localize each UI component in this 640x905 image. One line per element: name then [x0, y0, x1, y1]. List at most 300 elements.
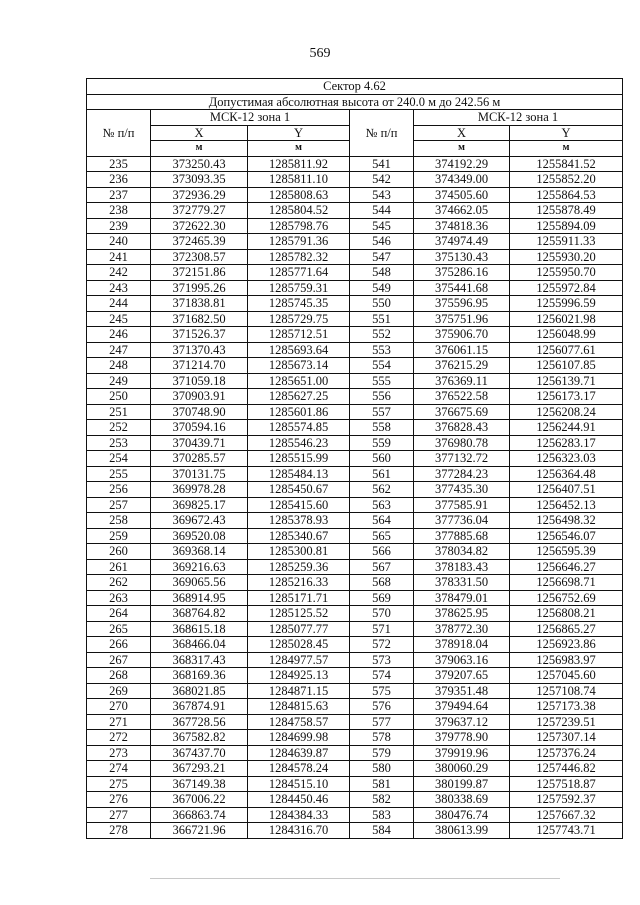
y-left: 1284758.57	[248, 714, 350, 730]
table-title: Сектор 4.62	[87, 79, 623, 95]
row-number-right: 555	[350, 373, 414, 389]
x-right: 379063.16	[414, 652, 510, 668]
row-number-right: 576	[350, 699, 414, 715]
x-left: 370748.90	[151, 404, 248, 420]
y-left: 1284925.13	[248, 668, 350, 684]
x-right: 376369.11	[414, 373, 510, 389]
y-right: 1255894.09	[510, 218, 623, 234]
row-number-right: 547	[350, 249, 414, 265]
y-left: 1285259.36	[248, 559, 350, 575]
x-right: 375130.43	[414, 249, 510, 265]
y-left: 1284316.70	[248, 823, 350, 839]
y-right: 1255930.20	[510, 249, 623, 265]
y-header-right: Y	[510, 125, 623, 141]
y-left: 1285759.31	[248, 280, 350, 296]
row-number-left: 269	[87, 683, 151, 699]
table-row	[87, 389, 623, 405]
x-left: 371682.50	[151, 311, 248, 327]
x-left: 368021.85	[151, 683, 248, 699]
table-row	[87, 234, 623, 250]
row-number-right: 573	[350, 652, 414, 668]
x-left: 369065.56	[151, 575, 248, 591]
y-right: 1256923.86	[510, 637, 623, 653]
row-number-left: 239	[87, 218, 151, 234]
row-number-right: 577	[350, 714, 414, 730]
x-right: 380199.87	[414, 776, 510, 792]
x-right: 374662.05	[414, 203, 510, 219]
x-right: 375286.16	[414, 265, 510, 281]
y-left: 1285450.67	[248, 482, 350, 498]
x-left: 371526.37	[151, 327, 248, 343]
row-number-left: 266	[87, 637, 151, 653]
x-left: 370903.91	[151, 389, 248, 405]
table-row	[87, 435, 623, 451]
y-left: 1285171.71	[248, 590, 350, 606]
x-header-right: X	[414, 125, 510, 141]
x-right: 375441.68	[414, 280, 510, 296]
table-row	[87, 358, 623, 374]
x-right: 377284.23	[414, 466, 510, 482]
row-number-left: 270	[87, 699, 151, 715]
row-number-left: 254	[87, 451, 151, 467]
x-left: 366863.74	[151, 807, 248, 823]
y-left: 1285673.14	[248, 358, 350, 374]
row-number-left: 273	[87, 745, 151, 761]
row-number-right: 584	[350, 823, 414, 839]
y-left: 1285484.13	[248, 466, 350, 482]
y-left: 1285651.00	[248, 373, 350, 389]
y-right: 1256983.97	[510, 652, 623, 668]
y-left: 1285378.93	[248, 513, 350, 529]
row-number-left: 263	[87, 590, 151, 606]
y-left: 1284450.46	[248, 792, 350, 808]
y-left: 1284515.10	[248, 776, 350, 792]
table-row	[87, 311, 623, 327]
x-right: 378183.43	[414, 559, 510, 575]
y-left: 1285798.76	[248, 218, 350, 234]
row-number-left: 238	[87, 203, 151, 219]
table-row	[87, 172, 623, 188]
table-row	[87, 373, 623, 389]
row-number-right: 553	[350, 342, 414, 358]
row-number-left: 249	[87, 373, 151, 389]
x-left: 367728.56	[151, 714, 248, 730]
unit-x-right: м	[414, 141, 510, 157]
row-number-left: 261	[87, 559, 151, 575]
row-number-left: 235	[87, 156, 151, 172]
x-right: 377885.68	[414, 528, 510, 544]
y-left: 1285574.85	[248, 420, 350, 436]
x-right: 377435.30	[414, 482, 510, 498]
y-right: 1256498.32	[510, 513, 623, 529]
x-right: 378331.50	[414, 575, 510, 591]
y-right: 1255878.49	[510, 203, 623, 219]
x-right: 379919.96	[414, 745, 510, 761]
table-subtitle: Допустимая абсолютная высота от 240.0 м до 242.56 м	[87, 94, 623, 110]
y-right: 1257592.37	[510, 792, 623, 808]
row-number-left: 248	[87, 358, 151, 374]
row-number-right: 570	[350, 606, 414, 622]
row-number-left: 260	[87, 544, 151, 560]
table-row	[87, 296, 623, 312]
y-right: 1256323.03	[510, 451, 623, 467]
x-left: 372151.86	[151, 265, 248, 281]
x-left: 369978.28	[151, 482, 248, 498]
y-left: 1285804.52	[248, 203, 350, 219]
y-left: 1284871.15	[248, 683, 350, 699]
x-right: 377736.04	[414, 513, 510, 529]
y-left: 1284639.87	[248, 745, 350, 761]
row-number-right: 569	[350, 590, 414, 606]
row-number-right: 566	[350, 544, 414, 560]
row-number-right: 559	[350, 435, 414, 451]
table-row	[87, 342, 623, 358]
x-right: 374349.00	[414, 172, 510, 188]
row-number-left: 241	[87, 249, 151, 265]
table-row	[87, 203, 623, 219]
row-number-left: 258	[87, 513, 151, 529]
x-left: 369368.14	[151, 544, 248, 560]
row-number-right: 551	[350, 311, 414, 327]
row-number-left: 274	[87, 761, 151, 777]
y-left: 1285729.75	[248, 311, 350, 327]
row-number-right: 567	[350, 559, 414, 575]
x-left: 367293.21	[151, 761, 248, 777]
x-left: 370131.75	[151, 466, 248, 482]
x-left: 372779.27	[151, 203, 248, 219]
x-left: 372936.29	[151, 187, 248, 203]
page-divider	[150, 878, 560, 879]
x-right: 374818.36	[414, 218, 510, 234]
y-right: 1257518.87	[510, 776, 623, 792]
x-left: 372465.39	[151, 234, 248, 250]
y-right: 1256208.24	[510, 404, 623, 420]
table-row	[87, 420, 623, 436]
y-left: 1285712.51	[248, 327, 350, 343]
row-number-left: 252	[87, 420, 151, 436]
row-number-right: 571	[350, 621, 414, 637]
x-right: 374505.60	[414, 187, 510, 203]
x-left: 366721.96	[151, 823, 248, 839]
x-right: 380613.99	[414, 823, 510, 839]
y-right: 1255841.52	[510, 156, 623, 172]
x-left: 369825.17	[151, 497, 248, 513]
x-header-left: X	[151, 125, 248, 141]
y-left: 1285077.77	[248, 621, 350, 637]
y-left: 1285745.35	[248, 296, 350, 312]
y-left: 1285811.10	[248, 172, 350, 188]
table-row	[87, 621, 623, 637]
table-row	[87, 482, 623, 498]
y-right: 1257045.60	[510, 668, 623, 684]
row-number-left: 278	[87, 823, 151, 839]
x-right: 379778.90	[414, 730, 510, 746]
coordinate-system-left: МСК-12 зона 1	[151, 110, 350, 126]
y-right: 1256546.07	[510, 528, 623, 544]
row-number-left: 253	[87, 435, 151, 451]
table-row	[87, 528, 623, 544]
y-right: 1257108.74	[510, 683, 623, 699]
row-number-left: 244	[87, 296, 151, 312]
row-number-right: 563	[350, 497, 414, 513]
x-right: 376522.58	[414, 389, 510, 405]
y-right: 1257743.71	[510, 823, 623, 839]
x-left: 371995.26	[151, 280, 248, 296]
y-right: 1255852.20	[510, 172, 623, 188]
x-left: 368169.36	[151, 668, 248, 684]
row-number-right: 544	[350, 203, 414, 219]
row-number-right: 557	[350, 404, 414, 420]
y-right: 1255950.70	[510, 265, 623, 281]
x-right: 378625.95	[414, 606, 510, 622]
y-right: 1256698.71	[510, 575, 623, 591]
row-number-right: 542	[350, 172, 414, 188]
table-row	[87, 559, 623, 575]
y-left: 1284977.57	[248, 652, 350, 668]
row-number-right: 543	[350, 187, 414, 203]
table-row	[87, 451, 623, 467]
table-row	[87, 575, 623, 591]
x-left: 368466.04	[151, 637, 248, 653]
y-left: 1285546.23	[248, 435, 350, 451]
x-left: 367006.22	[151, 792, 248, 808]
row-number-right: 574	[350, 668, 414, 684]
row-number-left: 257	[87, 497, 151, 513]
coordinates-table	[86, 78, 623, 839]
x-right: 379494.64	[414, 699, 510, 715]
y-left: 1285791.36	[248, 234, 350, 250]
row-number-right: 578	[350, 730, 414, 746]
y-right: 1255911.33	[510, 234, 623, 250]
x-right: 380476.74	[414, 807, 510, 823]
unit-y-right: м	[510, 141, 623, 157]
x-left: 371370.43	[151, 342, 248, 358]
row-number-right: 564	[350, 513, 414, 529]
y-left: 1285782.32	[248, 249, 350, 265]
table-row	[87, 668, 623, 684]
row-number-left: 271	[87, 714, 151, 730]
table-row	[87, 761, 623, 777]
y-right: 1257173.38	[510, 699, 623, 715]
y-right: 1255996.59	[510, 296, 623, 312]
y-left: 1285771.64	[248, 265, 350, 281]
y-right: 1256407.51	[510, 482, 623, 498]
x-right: 376061.15	[414, 342, 510, 358]
y-right: 1256173.17	[510, 389, 623, 405]
row-number-right: 549	[350, 280, 414, 296]
x-left: 368914.95	[151, 590, 248, 606]
page-number: 569	[309, 46, 331, 61]
x-right: 377585.91	[414, 497, 510, 513]
y-right: 1256021.98	[510, 311, 623, 327]
x-left: 367437.70	[151, 745, 248, 761]
y-left: 1285515.99	[248, 451, 350, 467]
y-left: 1284815.63	[248, 699, 350, 715]
x-left: 367874.91	[151, 699, 248, 715]
y-right: 1255972.84	[510, 280, 623, 296]
table-row	[87, 249, 623, 265]
row-number-right: 575	[350, 683, 414, 699]
row-number-left: 277	[87, 807, 151, 823]
x-left: 368317.43	[151, 652, 248, 668]
row-number-right: 581	[350, 776, 414, 792]
y-right: 1256646.27	[510, 559, 623, 575]
x-right: 374974.49	[414, 234, 510, 250]
x-right: 378034.82	[414, 544, 510, 560]
x-left: 373093.35	[151, 172, 248, 188]
row-number-right: 550	[350, 296, 414, 312]
table-row	[87, 776, 623, 792]
table-row	[87, 156, 623, 172]
y-right: 1256595.39	[510, 544, 623, 560]
x-left: 369672.43	[151, 513, 248, 529]
y-left: 1285627.25	[248, 389, 350, 405]
x-left: 372308.57	[151, 249, 248, 265]
row-number-right: 548	[350, 265, 414, 281]
x-left: 369520.08	[151, 528, 248, 544]
x-right: 375906.70	[414, 327, 510, 343]
x-left: 368615.18	[151, 621, 248, 637]
table-row	[87, 327, 623, 343]
y-right: 1256139.71	[510, 373, 623, 389]
y-left: 1285808.63	[248, 187, 350, 203]
x-right: 375751.96	[414, 311, 510, 327]
y-left: 1285811.92	[248, 156, 350, 172]
row-number-left: 256	[87, 482, 151, 498]
table-row	[87, 823, 623, 839]
table-row	[87, 637, 623, 653]
y-left: 1285125.52	[248, 606, 350, 622]
table-row	[87, 187, 623, 203]
coordinate-system-right: МСК-12 зона 1	[414, 110, 623, 126]
x-left: 370439.71	[151, 435, 248, 451]
unit-y-left: м	[248, 141, 350, 157]
y-right: 1256752.69	[510, 590, 623, 606]
table-row	[87, 652, 623, 668]
y-left: 1285693.64	[248, 342, 350, 358]
row-number-left: 243	[87, 280, 151, 296]
row-number-left: 267	[87, 652, 151, 668]
row-number-right: 560	[350, 451, 414, 467]
row-number-left: 255	[87, 466, 151, 482]
y-header-left: Y	[248, 125, 350, 141]
row-number-left: 259	[87, 528, 151, 544]
x-left: 372622.30	[151, 218, 248, 234]
table-row	[87, 513, 623, 529]
x-left: 371838.81	[151, 296, 248, 312]
row-number-right: 582	[350, 792, 414, 808]
row-number-right: 580	[350, 761, 414, 777]
row-number-left: 240	[87, 234, 151, 250]
x-right: 378918.04	[414, 637, 510, 653]
y-right: 1256244.91	[510, 420, 623, 436]
unit-x-left: м	[151, 141, 248, 157]
table-row	[87, 792, 623, 808]
table-row	[87, 606, 623, 622]
row-number-left: 250	[87, 389, 151, 405]
x-right: 376675.69	[414, 404, 510, 420]
row-number-right: 568	[350, 575, 414, 591]
table-row	[87, 497, 623, 513]
y-left: 1285340.67	[248, 528, 350, 544]
y-right: 1257667.32	[510, 807, 623, 823]
y-left: 1285028.45	[248, 637, 350, 653]
row-number-right: 545	[350, 218, 414, 234]
x-right: 379351.48	[414, 683, 510, 699]
table-body	[87, 156, 623, 838]
y-right: 1257446.82	[510, 761, 623, 777]
row-number-left: 264	[87, 606, 151, 622]
table-row	[87, 265, 623, 281]
y-right: 1256107.85	[510, 358, 623, 374]
x-right: 380060.29	[414, 761, 510, 777]
x-left: 367149.38	[151, 776, 248, 792]
x-right: 376215.29	[414, 358, 510, 374]
y-left: 1285216.33	[248, 575, 350, 591]
table-row	[87, 404, 623, 420]
row-number-left: 276	[87, 792, 151, 808]
number-header-right: № п/п	[350, 110, 414, 157]
y-right: 1256808.21	[510, 606, 623, 622]
y-right: 1256865.27	[510, 621, 623, 637]
y-right: 1256364.48	[510, 466, 623, 482]
table-row	[87, 544, 623, 560]
x-left: 368764.82	[151, 606, 248, 622]
row-number-left: 268	[87, 668, 151, 684]
row-number-right: 579	[350, 745, 414, 761]
y-right: 1255864.53	[510, 187, 623, 203]
row-number-left: 246	[87, 327, 151, 343]
table-row	[87, 280, 623, 296]
x-left: 367582.82	[151, 730, 248, 746]
x-right: 376980.78	[414, 435, 510, 451]
table-row	[87, 218, 623, 234]
y-left: 1284578.24	[248, 761, 350, 777]
table-row	[87, 807, 623, 823]
row-number-right: 554	[350, 358, 414, 374]
row-number-left: 236	[87, 172, 151, 188]
row-number-left: 245	[87, 311, 151, 327]
x-left: 371059.18	[151, 373, 248, 389]
row-number-right: 552	[350, 327, 414, 343]
y-left: 1284699.98	[248, 730, 350, 746]
y-left: 1285300.81	[248, 544, 350, 560]
row-number-left: 265	[87, 621, 151, 637]
row-number-right: 541	[350, 156, 414, 172]
row-number-left: 275	[87, 776, 151, 792]
row-number-right: 562	[350, 482, 414, 498]
row-number-right: 561	[350, 466, 414, 482]
row-number-right: 572	[350, 637, 414, 653]
number-header-left: № п/п	[87, 110, 151, 157]
y-right: 1257307.14	[510, 730, 623, 746]
y-right: 1256452.13	[510, 497, 623, 513]
x-right: 378772.30	[414, 621, 510, 637]
y-right: 1256048.99	[510, 327, 623, 343]
x-left: 369216.63	[151, 559, 248, 575]
x-right: 379207.65	[414, 668, 510, 684]
x-left: 371214.70	[151, 358, 248, 374]
table-row	[87, 745, 623, 761]
table-row	[87, 466, 623, 482]
table-row	[87, 730, 623, 746]
y-right: 1257239.51	[510, 714, 623, 730]
x-right: 380338.69	[414, 792, 510, 808]
x-left: 370594.16	[151, 420, 248, 436]
row-number-right: 558	[350, 420, 414, 436]
row-number-right: 565	[350, 528, 414, 544]
table-row	[87, 699, 623, 715]
